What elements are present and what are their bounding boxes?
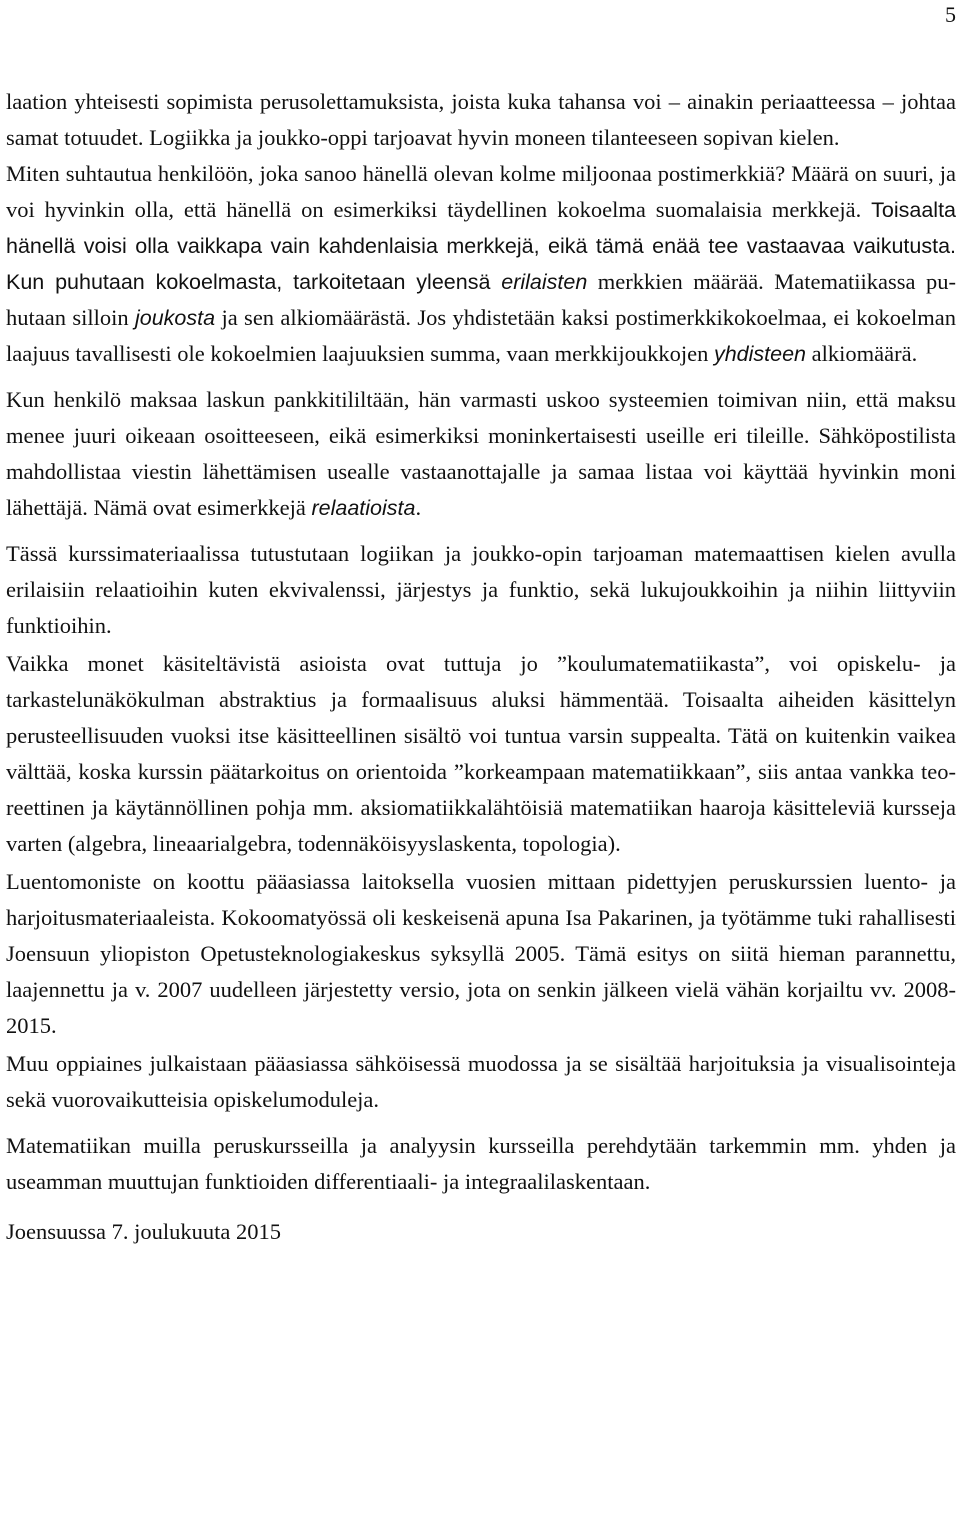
emphasis-term: relaatioista <box>311 496 416 520</box>
emphasis-term: joukosta <box>134 306 216 330</box>
paragraph-stamp-collection <box>6 156 956 372</box>
paragraph-text: merkkien määrää. Matematiikassa puhutaan silloin <box>6 269 956 330</box>
emphasis-term: yhdisteen <box>713 342 807 366</box>
paragraph-text: ja sen alkiomäärästä. Jos yhdistetään kaksi postimerkkikokoelmaa, ei kokoelman laajuus tavallisesti ole kokoelmien laajuuksien summa, vaan merkkijoukkojen <box>6 305 956 366</box>
paragraph-text: alkiomäärä. <box>806 341 918 366</box>
paragraph-history: Luentomoniste on koottu pääasiassa laitoksella vuosien mittaan pidettyjen peruskurssien luento- ja harjoitusmateriaaleista. Kokoomatyössä oli keskeisenä apuna Isa Pakarinen, ja työtämme tuki rahallisesti Joensuun yliopiston Opetusteknologiakeskus syksyllä 2005. Tämä esitys on siitä hieman parannettu, laajennettu ja v. 2007 uudelleen järjestetty versio, jota on senkin jälkeen vielä vähän korjailtu vv. 2008-2015. <box>6 869 956 1038</box>
page-number: 5 <box>945 2 956 27</box>
emphasis-term: erilaisten <box>501 270 588 294</box>
paragraph-intro-continued <box>6 84 956 156</box>
paragraph-text: . <box>415 495 422 520</box>
document-body <box>6 84 956 1250</box>
paragraph-other-courses: Matematiikan muilla peruskursseilla ja analyysin kursseilla perehdytään tarkemmin mm. yhden ja useamman muuttujan funktioiden differentiaali- ja integraalilaskentaan. <box>6 1133 956 1194</box>
paragraph-text: Miten suhtautua henkilöön, joka sanoo hänellä olevan kolme miljoonaa postimerkkiä? Määrä on suuri, ja voi hyvinkin olla, että hänellä on esimerkiksi täydellinen kokoelma suomalaisia merkkejä. <box>6 161 956 222</box>
paragraph-relations-examples <box>6 382 956 526</box>
paragraph-other-material: Muu oppiaines julkaistaan pääasiassa sähköisessä muodossa ja se sisältää harjoituksia ja visualisointeja sekä vuorovaikutteisia opiskelumoduleja. <box>6 1051 956 1112</box>
paragraph-text: Kun henkilö maksaa laskun pankkitililtään, hän varmasti uskoo systeemien toimivan niin, että maksu menee juuri oikeaan osoitteeseen, eikä esimerkiksi moninkertaisesti useille eri tileille. Sähköpostilista mahdollistaa viestin lähettämisen usealle vastaanottajalle ja samaa listaa voi käyttää hyvinkin moni lähettäjä. Nämä ovat esimerkkejä <box>6 387 956 520</box>
paragraph-text: Toisaalta hänellä voisi olla vaikkapa vain kahdenlaisia merkkejä, eikä tämä enää tee vastaavaa vaikutusta. <box>6 198 956 258</box>
paragraph-text: laation yhteisesti sopimista perusolettamuksista, joista kuka tahansa voi – ainakin periaatteessa – johtaa samat totuudet. Logiikka ja joukko-oppi tarjoavat hyvin moneen tilanteeseen sopivan kielen. <box>6 89 956 150</box>
signature-line: Joensuussa 7. joulukuuta 2015 <box>6 1219 281 1244</box>
paragraph-text: Kun puhutaan kokoelmasta, tarkoitetaan yleensä <box>6 270 502 294</box>
paragraph-course-scope: Tässä kurssimateriaalissa tutustutaan logiikan ja joukko-opin tarjoaman matemaattisen kielen avulla erilaisiin relaatioihin kuten ekvivalenssi, järjestys ja funktio, sekä lukujoukkoihin ja niihin liittyviin funktioihin. <box>6 541 956 638</box>
paragraph-abstraction: Vaikka monet käsiteltävistä asioista ovat tuttuja jo ”koulumatematiikasta”, voi opiskelu- ja tarkastelunäkökulman abstraktius ja formaalisuus aluksi hämmentää. Toisaalta aiheiden käsittelyn perusteellisuuden vuoksi itse käsitteellinen sisältö voi tuntua varsin suppealta. Tätä on kuitenkin vaikea välttää, koska kurssin päätarkoitus on orientoida ”korkeampaan matematiikkaan”, siis antaa vankka teoreettinen ja käytännöllinen pohja mm. aksiomatiikkalähtöisiä matematiikan haaroja käsitteleviä kursseja varten (algebra, lineaarialgebra, todennäköisyyslaskenta, topologia). <box>6 651 956 856</box>
